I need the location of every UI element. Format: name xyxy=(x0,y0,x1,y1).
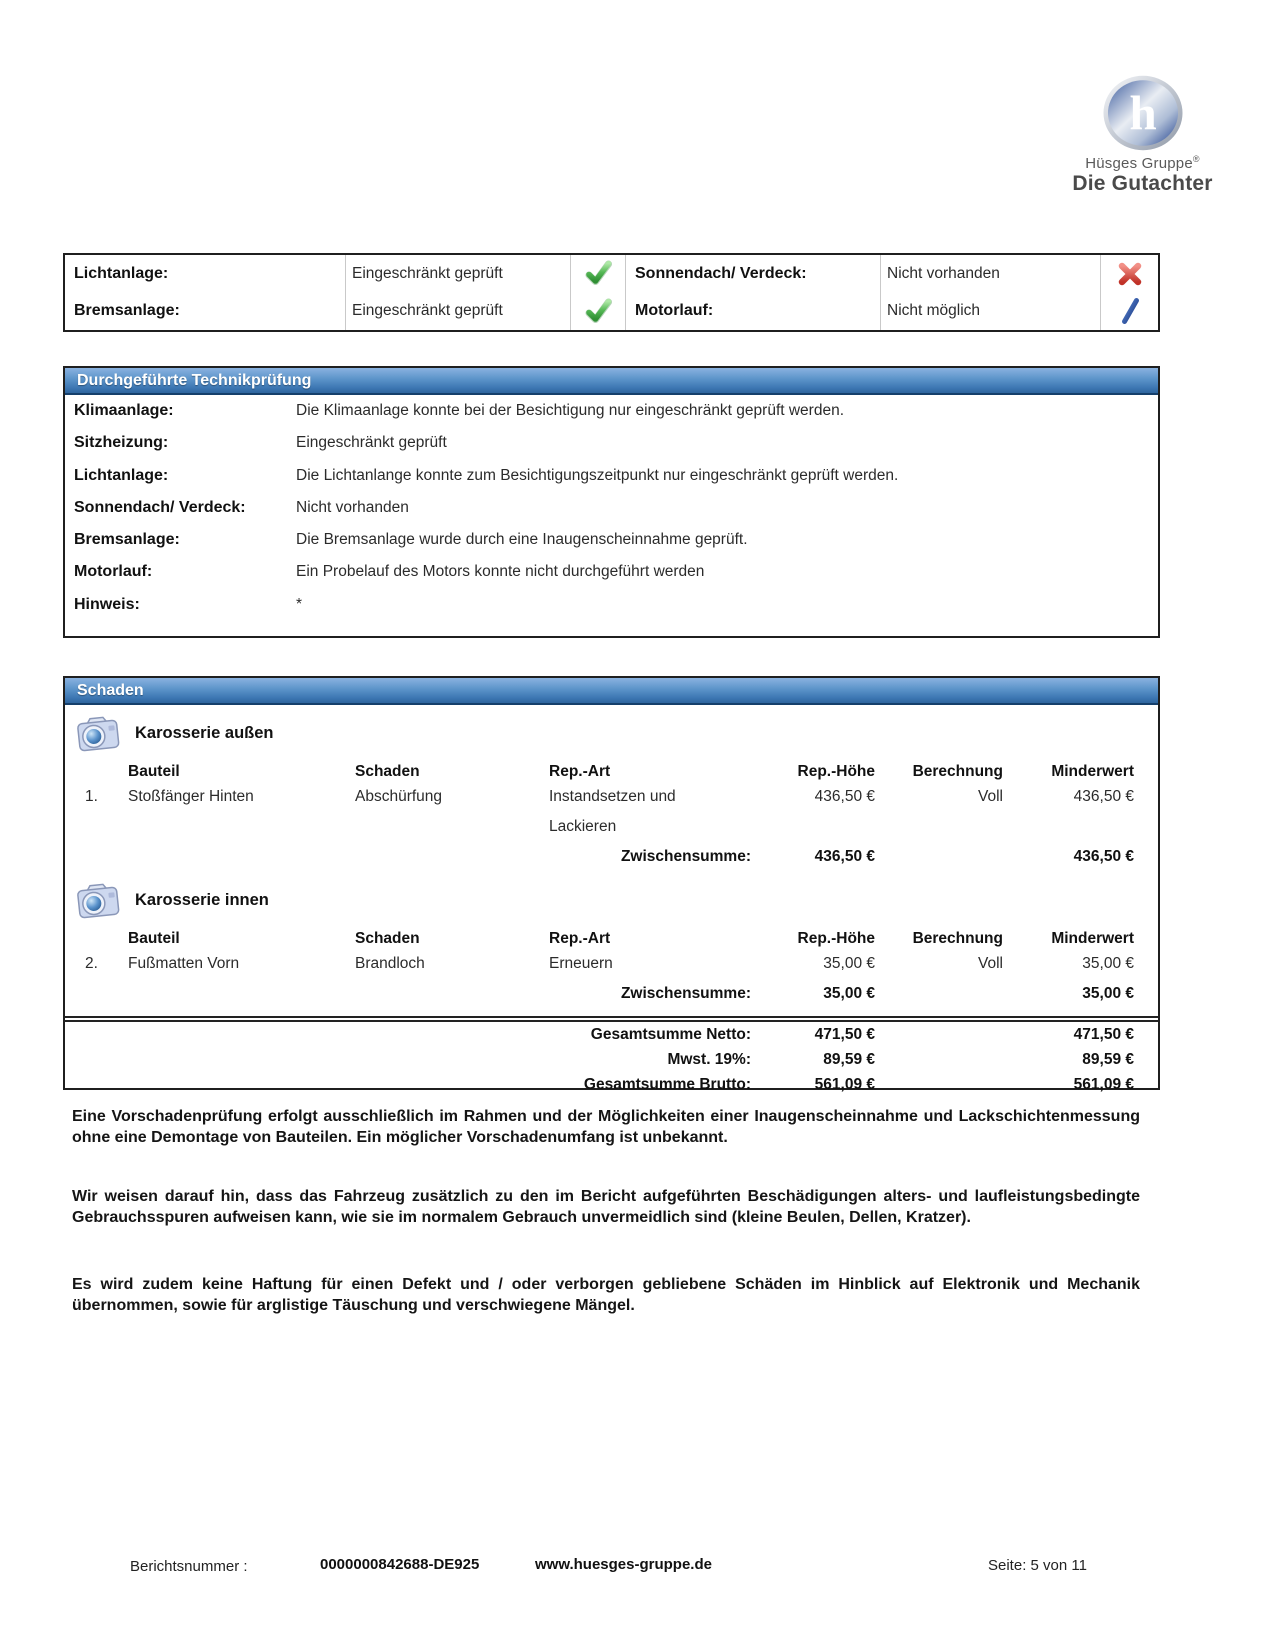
logo-monogram-icon xyxy=(1102,74,1184,152)
column-header: Schaden xyxy=(355,763,420,780)
table-header-row xyxy=(65,923,1158,955)
subtotal-rephoehe: 436,50 € xyxy=(814,848,875,865)
subtotal-label: Zwischensumme: xyxy=(620,848,751,865)
schaden-cell: Brandloch xyxy=(355,955,425,972)
damage-group-name: Karosserie außen xyxy=(135,723,274,742)
camera-icon xyxy=(73,877,123,924)
section-header-bar xyxy=(65,678,1158,705)
technik-label: Klimaanlage: xyxy=(74,402,174,419)
column-header: Rep.-Art xyxy=(549,763,611,780)
table-row xyxy=(65,293,1158,331)
section-title: Durchgeführte Technikprüfung xyxy=(77,371,312,389)
technik-text: Ein Probelauf des Motors konnte nicht durchgeführt werden xyxy=(296,563,705,581)
paragraph: Wir weisen darauf hin, dass das Fahrzeug zusätzlich zu den im Bericht aufgeführten Beschädigungen alters- und laufleistungsbedingte Gebrauchsspuren aufweisen kann, wie sie im normalem Gebrauch unvermeidlich sind (kleine Beulen, Dellen, Kratzer). xyxy=(72,1188,1140,1226)
logo-brand-text: Hüsges Gruppe® xyxy=(1085,154,1200,172)
minderwert-cell: 436,50 € xyxy=(1073,788,1134,805)
status-label: Bremsanlage: xyxy=(74,302,180,320)
technik-label: Sonnendach/ Verdeck: xyxy=(74,498,246,516)
bauteil-cell: Stoßfänger Hinten xyxy=(128,788,254,805)
total-rephoehe: 89,59 € xyxy=(823,1051,875,1068)
total-label: Gesamtsumme Brutto: xyxy=(583,1076,751,1093)
technik-label: Sitzheizung: xyxy=(74,434,169,452)
camera-icon xyxy=(73,710,123,757)
technik-section xyxy=(63,366,1160,638)
green-check-icon xyxy=(570,293,625,331)
svg-text:h: h xyxy=(1128,85,1157,141)
table-row xyxy=(65,255,1158,293)
technik-text: Die Klimaanlage konnte bei der Besichtigung nur eingeschränkt geprüft werden. xyxy=(296,402,845,419)
subtotal-row xyxy=(65,985,1158,1011)
technik-label: Motorlauf: xyxy=(74,563,153,581)
table-row xyxy=(65,955,1158,985)
berechnung-cell: Voll xyxy=(978,788,1003,805)
status-table xyxy=(63,253,1160,332)
damage-group-header xyxy=(65,710,1158,756)
red-cross-icon xyxy=(1100,255,1158,293)
total-row xyxy=(65,1076,1158,1101)
column-header: Rep.-Höhe xyxy=(797,930,875,947)
disclaimer-paragraphs xyxy=(72,1106,1140,1316)
column-header: Rep.-Höhe xyxy=(797,763,875,780)
table-header-row xyxy=(65,756,1158,788)
table-row-continuation xyxy=(65,818,1158,848)
column-header: Bauteil xyxy=(128,930,180,947)
technik-row xyxy=(65,467,1158,499)
total-row xyxy=(65,1051,1158,1076)
subtotal-minderwert: 35,00 € xyxy=(1082,985,1134,1002)
rephoehe-cell: 436,50 € xyxy=(814,788,875,805)
technik-text: * xyxy=(296,595,303,613)
technik-text: Eingeschränkt geprüft xyxy=(296,434,447,452)
subtotal-label: Zwischensumme: xyxy=(620,985,751,1002)
schaden-section xyxy=(63,676,1160,1093)
damage-group-header xyxy=(65,877,1158,923)
technik-label: Lichtanlage: xyxy=(74,466,169,484)
column-header: Schaden xyxy=(355,930,420,947)
column-header: Minderwert xyxy=(1051,763,1134,780)
subtotal-minderwert: 436,50 € xyxy=(1073,848,1134,865)
column-header: Minderwert xyxy=(1051,930,1134,947)
row-number: 2. xyxy=(85,955,98,972)
total-minderwert: 471,50 € xyxy=(1073,1026,1134,1043)
status-value: Eingeschränkt geprüft xyxy=(345,293,570,331)
technik-row xyxy=(65,596,1158,628)
status-value: Nicht möglich xyxy=(880,293,1100,331)
total-row xyxy=(65,1026,1158,1051)
totals-divider xyxy=(65,1016,1158,1022)
technik-label: Bremsanlage: xyxy=(74,531,180,549)
total-rephoehe: 471,50 € xyxy=(814,1026,875,1043)
section-title: Schaden xyxy=(77,681,144,699)
page-indicator: Seite: 5 von 11 xyxy=(988,1557,1087,1574)
subtotal-row xyxy=(65,848,1158,874)
technik-rows xyxy=(65,395,1158,628)
report-number: 0000000842688-DE925 xyxy=(320,1556,480,1573)
column-header: Rep.-Art xyxy=(549,930,611,947)
technik-text: Nicht vorhanden xyxy=(296,498,409,516)
berechnung-cell: Voll xyxy=(978,955,1003,972)
total-rephoehe: 561,09 € xyxy=(814,1076,875,1093)
website: www.huesges-gruppe.de xyxy=(535,1556,712,1573)
schaden-content xyxy=(65,705,1158,1101)
minderwert-cell: 35,00 € xyxy=(1082,955,1134,972)
repart-cell-line2: Lackieren xyxy=(549,818,617,835)
technik-text: Die Bremsanlage wurde durch eine Inaugenscheinnahme geprüft. xyxy=(296,531,748,549)
status-label: Sonnendach/ Verdeck: xyxy=(625,255,880,293)
blue-pen-icon xyxy=(1100,293,1158,331)
damage-group-name: Karosserie innen xyxy=(135,890,269,909)
total-minderwert: 89,59 € xyxy=(1082,1051,1134,1068)
paragraph: Es wird zudem keine Haftung für einen Defekt und / oder verborgen gebliebene Schäden im Hinblick auf Elektronik und Mechanik übernommen, sowie für arglistige Täuschung und verschwiegene Mängel. xyxy=(72,1276,1140,1314)
rephoehe-cell: 35,00 € xyxy=(823,955,875,972)
table-row xyxy=(65,788,1158,818)
subtotal-rephoehe: 35,00 € xyxy=(823,985,875,1002)
schaden-cell: Abschürfung xyxy=(355,788,443,805)
column-header: Berechnung xyxy=(912,763,1003,780)
repart-cell: Erneuern xyxy=(549,955,613,972)
row-number: 1. xyxy=(85,788,98,805)
total-label: Gesamtsumme Netto: xyxy=(590,1026,751,1043)
bauteil-cell: Fußmatten Vorn xyxy=(128,955,240,972)
technik-row xyxy=(65,563,1158,595)
status-value: Eingeschränkt geprüft xyxy=(345,255,570,293)
technik-label: Hinweis: xyxy=(74,595,140,613)
logo-tagline: Die Gutachter xyxy=(1072,172,1213,195)
technik-row xyxy=(65,434,1158,466)
registered-mark: ® xyxy=(1192,154,1200,164)
total-label: Mwst. 19%: xyxy=(667,1051,751,1068)
status-value: Nicht vorhanden xyxy=(880,255,1100,293)
technik-row xyxy=(65,499,1158,531)
technik-row xyxy=(65,531,1158,563)
total-minderwert: 561,09 € xyxy=(1073,1076,1134,1093)
company-logo xyxy=(1070,74,1215,196)
repart-cell: Instandsetzen und xyxy=(549,788,676,805)
status-label: Lichtanlage: xyxy=(74,264,169,282)
column-header: Bauteil xyxy=(128,763,180,780)
section-header-bar xyxy=(65,368,1158,395)
column-header: Berechnung xyxy=(912,930,1003,947)
technik-row xyxy=(65,402,1158,434)
status-label: Motorlauf: xyxy=(625,293,880,331)
paragraph: Eine Vorschadenprüfung erfolgt ausschließlich im Rahmen und der Möglichkeiten einer Inaugenscheinnahme und Lackschichtenmessung ohne eine Demontage von Bauteilen. Ein möglicher Vorschadenumfang ist unbekannt. xyxy=(72,1108,1140,1146)
technik-text: Die Lichtanlange konnte zum Besichtigungszeitpunkt nur eingeschränkt geprüft werden. xyxy=(296,466,899,484)
green-check-icon xyxy=(570,255,625,293)
report-number-label: Berichtsnummer : xyxy=(130,1558,248,1575)
